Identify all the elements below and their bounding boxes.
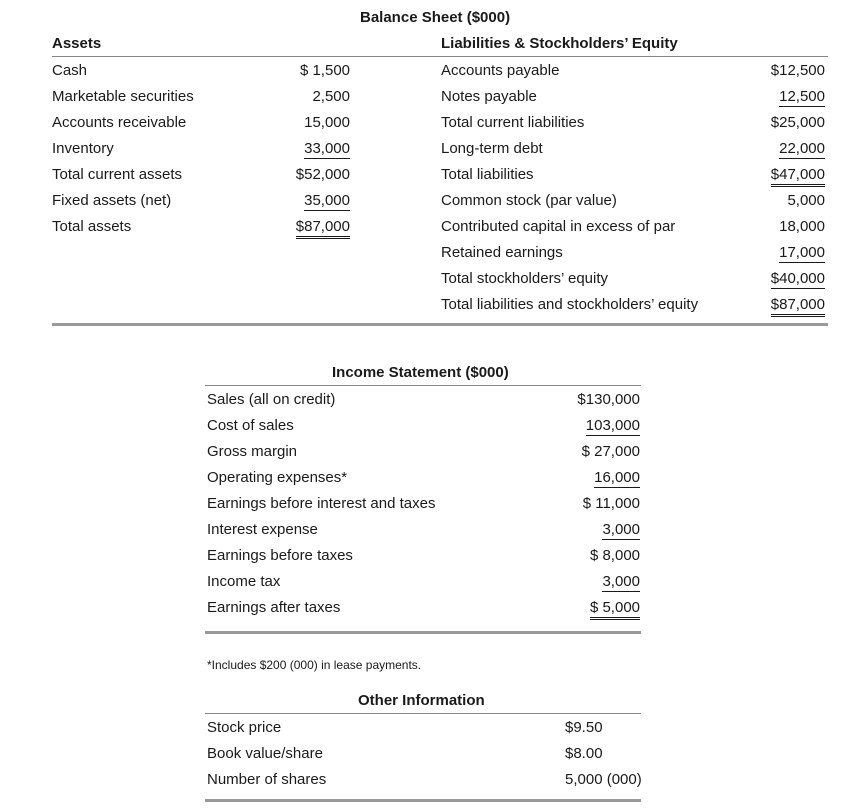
liability-total-value: $87,000 bbox=[771, 296, 825, 317]
asset-value: $52,000 bbox=[295, 166, 350, 183]
liability-label: Accounts payable bbox=[441, 62, 560, 79]
income-value: $ 11,000 bbox=[582, 495, 640, 512]
liability-value: 22,000 bbox=[779, 140, 825, 157]
balance-sheet-title: Balance Sheet ($000) bbox=[360, 9, 511, 26]
income-header-rule bbox=[205, 385, 641, 386]
asset-value: $ 1,500 bbox=[299, 62, 350, 79]
asset-value: 2,500 bbox=[312, 88, 350, 105]
asset-label: Total current assets bbox=[52, 166, 183, 183]
income-label: Income tax bbox=[207, 573, 281, 590]
income-value: 103,000 bbox=[585, 417, 640, 434]
income-label: Earnings before taxes bbox=[207, 547, 353, 564]
income-total-value: $ 5,000 bbox=[590, 599, 640, 620]
balance-sheet-bottom-rule bbox=[52, 323, 828, 326]
income-value: $130,000 bbox=[577, 391, 640, 408]
liability-label: Total liabilities bbox=[441, 166, 534, 183]
asset-value: 33,000 bbox=[304, 140, 350, 157]
other-info-value: $8.00 bbox=[565, 745, 603, 762]
other-info-value: 5,000 (000) bbox=[565, 771, 642, 788]
liability-value: 5,000 bbox=[787, 192, 825, 209]
income-value: 3,000 bbox=[602, 573, 640, 590]
asset-label: Cash bbox=[52, 62, 88, 79]
asset-label: Accounts receivable bbox=[52, 114, 187, 131]
income-label: Sales (all on credit) bbox=[207, 391, 336, 408]
other-info-label: Number of shares bbox=[207, 771, 327, 788]
asset-value: 35,000 bbox=[304, 192, 350, 209]
asset-label: Marketable securities bbox=[52, 88, 194, 105]
other-info-title: Other Information bbox=[358, 692, 485, 709]
asset-label: Fixed assets (net) bbox=[52, 192, 172, 209]
income-statement-title: Income Statement ($000) bbox=[332, 364, 509, 381]
income-label: Gross margin bbox=[207, 443, 298, 460]
income-value: $ 27,000 bbox=[581, 443, 640, 460]
other-info-label: Book value/share bbox=[207, 745, 323, 762]
income-label: Earnings after taxes bbox=[207, 599, 341, 616]
liability-label: Notes payable bbox=[441, 88, 537, 105]
liability-value: $47,000 bbox=[771, 166, 825, 187]
liability-label: Total current liabilities bbox=[441, 114, 585, 131]
other-info-value: $9.50 bbox=[565, 719, 603, 736]
income-label: Cost of sales bbox=[207, 417, 294, 434]
liability-label: Retained earnings bbox=[441, 244, 563, 261]
asset-label: Inventory bbox=[52, 140, 114, 157]
liability-value: $12,500 bbox=[770, 62, 825, 79]
other-info-header-rule bbox=[205, 713, 641, 714]
other-info-bottom-rule bbox=[205, 799, 641, 802]
asset-total-value: $87,000 bbox=[296, 218, 350, 239]
liability-label: Contributed capital in excess of par bbox=[441, 218, 676, 235]
income-label: Interest expense bbox=[207, 521, 318, 538]
income-label: Earnings before interest and taxes bbox=[207, 495, 436, 512]
asset-label: Total assets bbox=[52, 218, 132, 235]
income-bottom-rule bbox=[205, 631, 641, 634]
liability-label: Common stock (par value) bbox=[441, 192, 617, 209]
footnote: *Includes $200 (000) in lease payments. bbox=[207, 658, 422, 672]
income-value: 3,000 bbox=[602, 521, 640, 538]
liability-label: Total stockholders’ equity bbox=[441, 270, 609, 287]
liability-value: 12,500 bbox=[779, 88, 825, 105]
liabilities-header: Liabilities & Stockholders’ Equity bbox=[441, 35, 678, 52]
income-label: Operating expenses* bbox=[207, 469, 348, 486]
income-value: 16,000 bbox=[594, 469, 640, 486]
liability-label: Long-term debt bbox=[441, 140, 543, 157]
header-rule bbox=[52, 56, 828, 57]
liability-value: 17,000 bbox=[779, 244, 825, 261]
income-value: $ 8,000 bbox=[589, 547, 640, 564]
liability-label: Total liabilities and stockholders’ equity bbox=[441, 296, 699, 313]
assets-header: Assets bbox=[52, 35, 102, 52]
asset-value: 15,000 bbox=[304, 114, 350, 131]
other-info-label: Stock price bbox=[207, 719, 282, 736]
liability-value: $40,000 bbox=[770, 270, 825, 287]
liability-value: $25,000 bbox=[770, 114, 825, 131]
liability-value: 18,000 bbox=[779, 218, 825, 235]
